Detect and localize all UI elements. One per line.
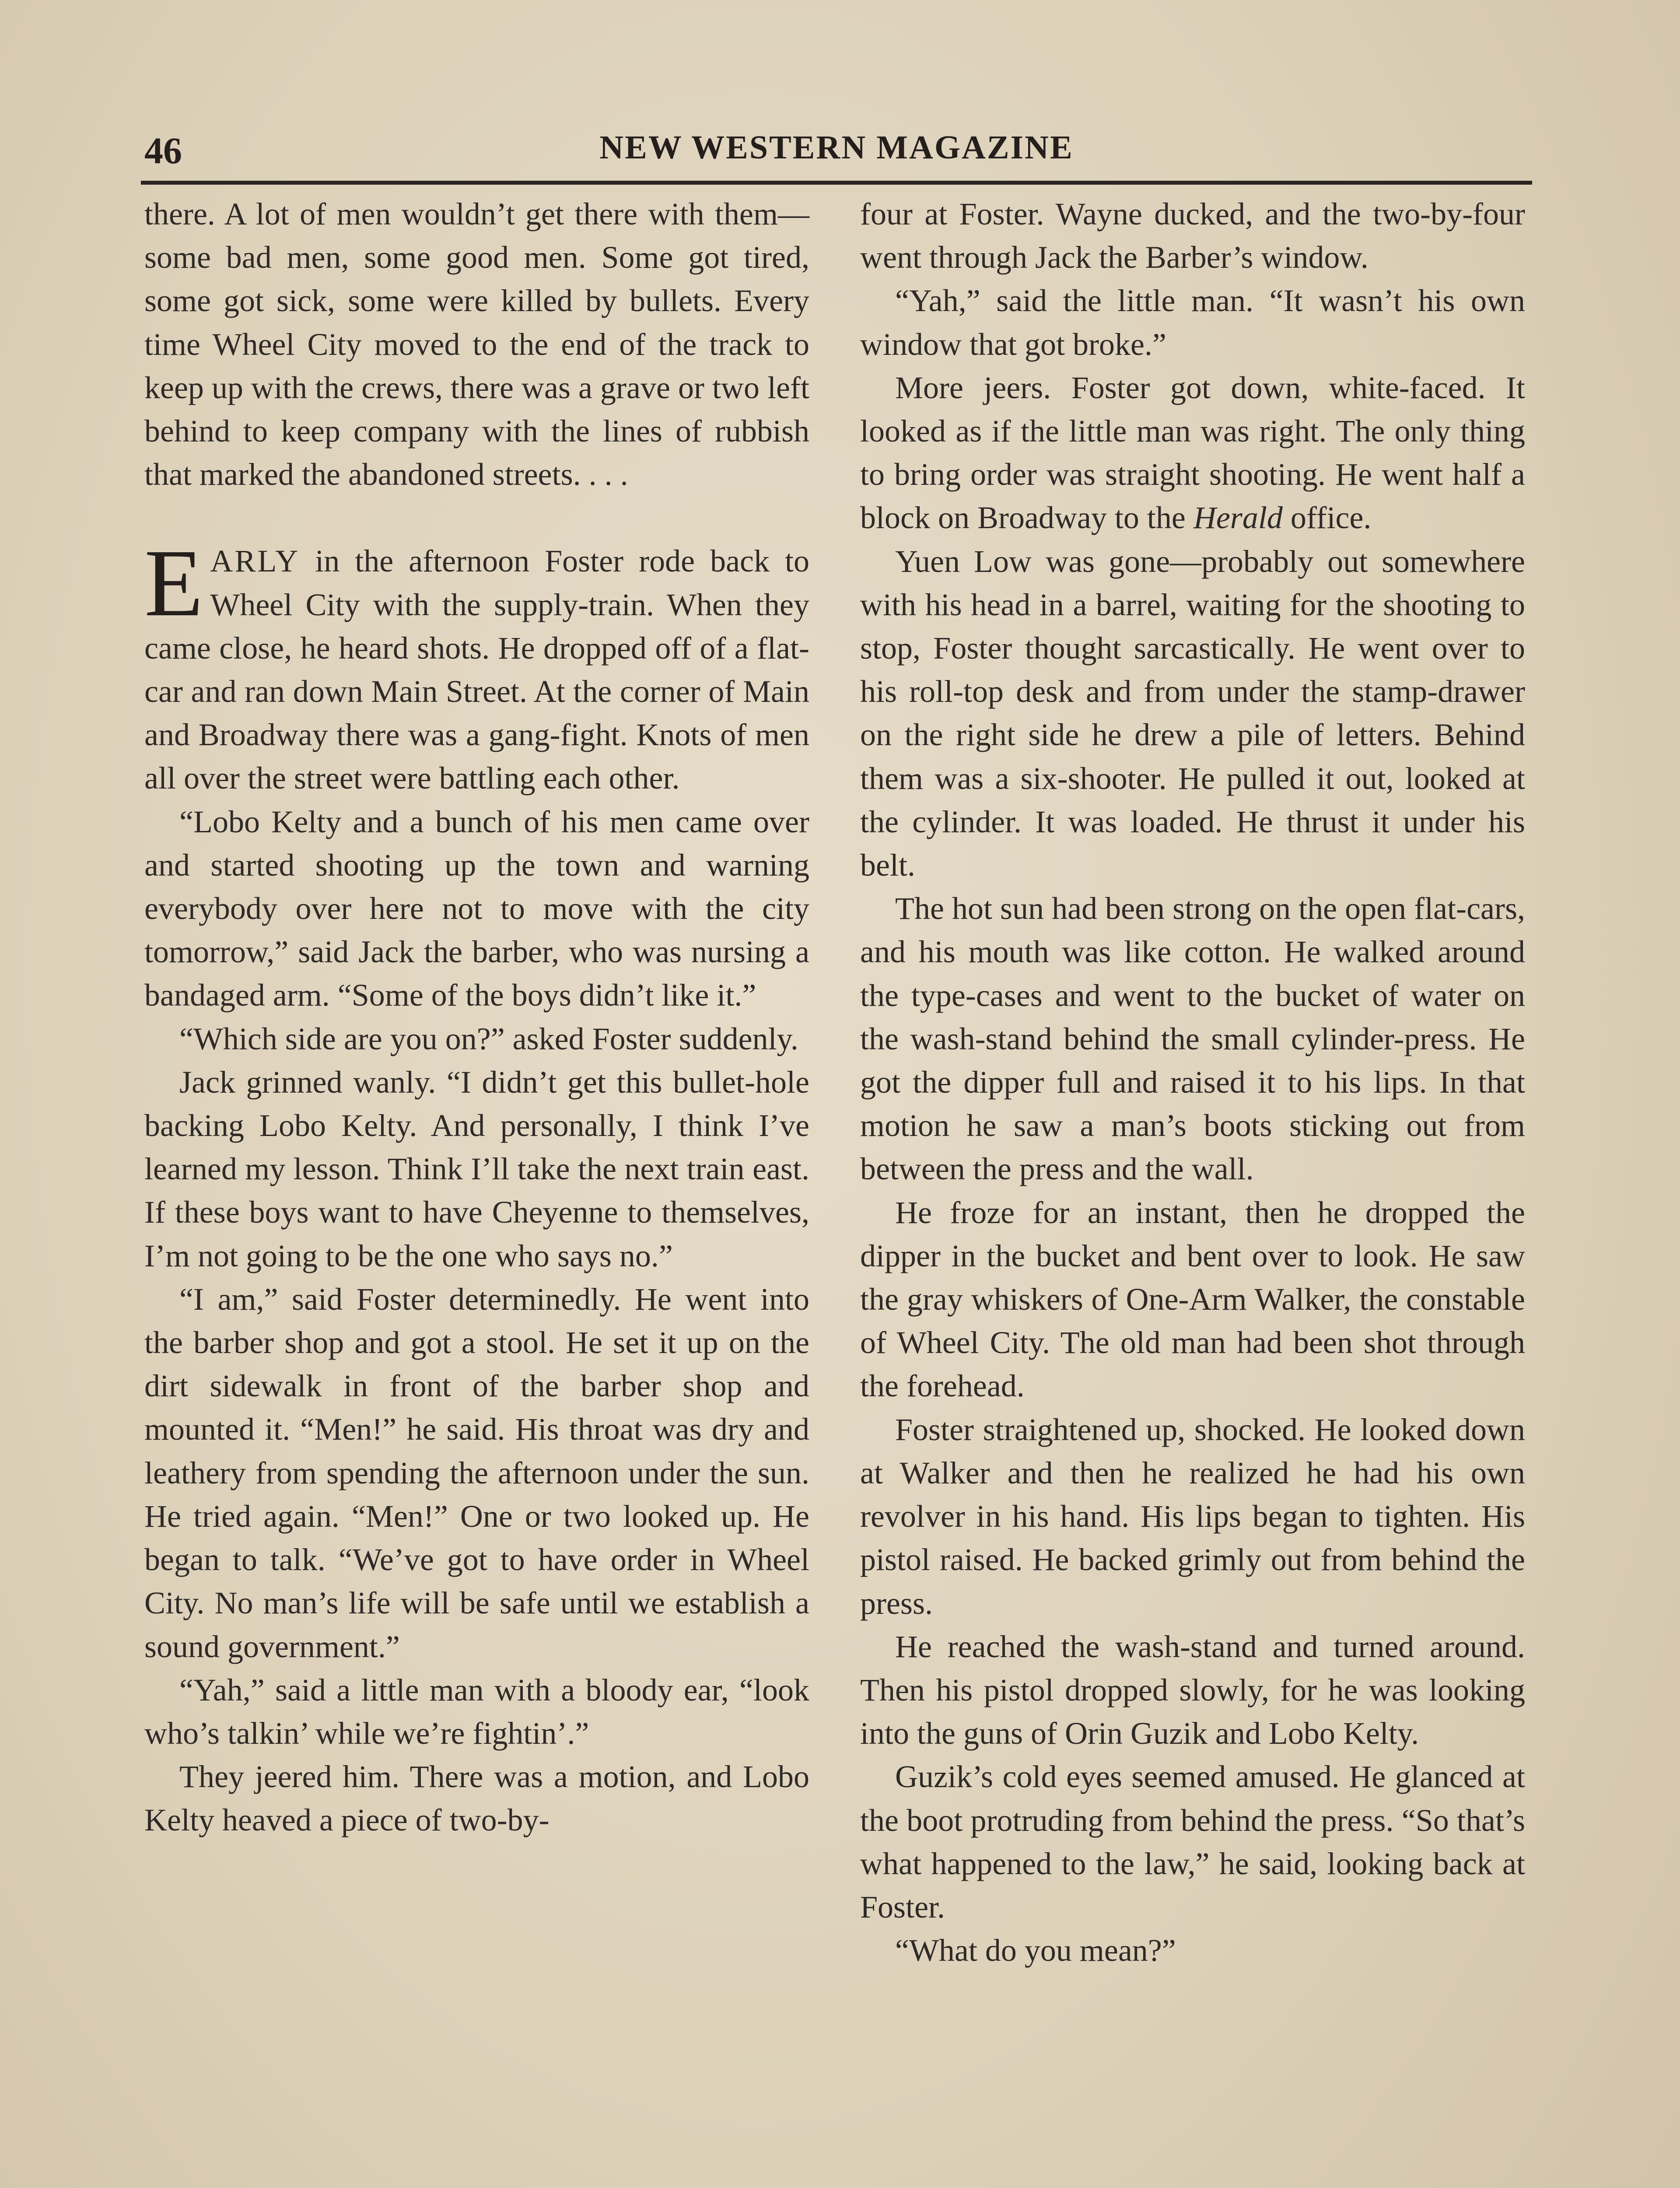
page-number: 46 [144,130,182,172]
paragraph: Foster straightened up, shocked. He looked down at Walker and then he realized he had his own revolver in his hand. His lips began to tighten. His pistol raised. He backed grimly out from behind the press. [860,1412,1525,1621]
paragraph: Jack grinned wanly. “I didn’t get this bullet-hole backing Lobo Kelty. And personally, I think I’ve learned my lesson. Think I’ll take the next train east. If these boys want to have Cheyenne to themselves, I’m not going to be the one who says no.” [144,1064,809,1273]
running-head: NEW WESTERN MAGAZINE [599,129,1074,166]
paragraph-text: More jeers. Foster got down, white-faced. It looked as if the little man was right. The only thing to bring order was straight shooting. He went half a block on Broadway to the [860,370,1525,536]
paragraph: there. A lot of men wouldn’t get there with them—some bad men, some good men. Some got tired, some got sick, some were killed by bullets. Every time Wheel City moved to the end of the track to keep up with the crews, there was a grave or two left behind to keep company with the lines of rubbish that marked the abandoned streets. . . . [144,196,809,492]
paragraph: “Yah,” said a little man with a bloody ear, “look who’s talkin’ while we’re fightin’.” [144,1672,809,1751]
paragraph: “Lobo Kelty and a bunch of his men came over and started shooting up the town and warning everybody over here not to move with the city tomorrow,” said Jack the barber, who was nursing a bandaged arm. “Some of the boys didn’t like it.” [144,804,809,1013]
paragraph: Guzik’s cold eyes seemed amused. He glanced at the boot protruding from behind the press. “So that’s what happened to the law,” he said, looking back at Foster. [860,1759,1525,1925]
newspaper-name: Herald [1193,500,1283,536]
paragraph: “Yah,” said the little man. “It wasn’t his own window that got broke.” [860,283,1525,362]
right-column [860,193,1525,1972]
header-rule [141,181,1532,185]
paragraph: “What do you mean?” [895,1933,1176,1968]
paragraph-text: office. [1282,500,1372,536]
left-column [144,193,809,1842]
paragraph: Yuen Low was gone—probably out somewhere with his head in a barrel, waiting for the shooting to stop, Foster thought sarcastically. He went over to his roll-top desk and from under the stamp-drawer on the right side he drew a pile of letters. Behind them was a six-shooter. He pulled it out, looked at the cylinder. It was loaded. He thrust it under his belt. [860,543,1525,883]
section-opening-paragraph [144,529,809,800]
paragraph [860,366,1525,540]
paragraph: “Which side are you on?” asked Foster suddenly. [179,1021,798,1056]
page-header [141,127,1532,179]
small-caps-lead: ARLY [210,543,300,579]
drop-cap: E [144,529,203,637]
paragraph: They jeered him. There was a motion, and Lobo Kelty heaved a piece of two-by- [144,1759,809,1838]
paragraph-text: in the afternoon Foster rode back to Wheel City with the supply-train. When they came close, he heard shots. He dropped off of a flat-car and ran down Main Street. At the corner of Main and Broadway there was a gang-fight. Knots of men all over the street were battling each other. [144,543,809,796]
paragraph: He reached the wash-stand and turned around. Then his pistol dropped slowly, for he was looking into the guns of Orin Guzik and Lobo Kelty. [860,1629,1525,1751]
paragraph: “I am,” said Foster determinedly. He went into the barber shop and got a stool. He set it up on the dirt sidewalk in front of the barber shop and mounted it. “Men!” he said. His throat was dry and leathery from spending the afternoon under the sun. He tried again. “Men!” One or two looked up. He began to talk. “We’ve got to have order in Wheel City. No man’s life will be safe until we establish a sound government.” [144,1281,809,1664]
paragraph: He froze for an instant, then he dropped the dipper in the bucket and bent over to look. He saw the gray whiskers of One-Arm Walker, the constable of Wheel City. The old man had been shot through the forehead. [860,1195,1525,1404]
paragraph: The hot sun had been strong on the open flat-cars, and his mouth was like cotton. He walked around the type-cases and went to the bucket of water on the wash-stand behind the small cylinder-press. He got the dipper full and raised it to his lips. In that motion he saw a man’s boots sticking out from between the press and the wall. [860,891,1525,1187]
paragraph: four at Foster. Wayne ducked, and the two-by-four went through Jack the Barber’s window. [860,196,1525,275]
